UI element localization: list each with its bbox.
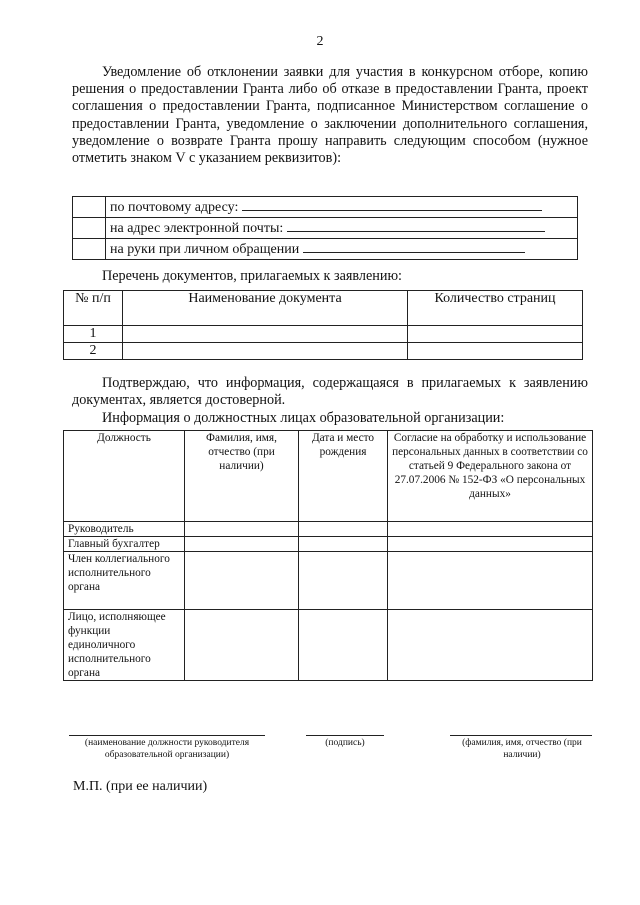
officials-name-cell[interactable] [185, 610, 299, 681]
delivery-label-in-person: на руки при личном обращении [110, 242, 300, 257]
documents-header-num: № п/п [64, 291, 123, 326]
postal-address-field[interactable] [242, 197, 542, 211]
documents-row-num: 2 [64, 343, 123, 360]
delivery-row-postal [73, 197, 578, 218]
delivery-method-table [72, 196, 578, 260]
officials-header-position: Должность [64, 431, 185, 522]
officials-birth-cell[interactable] [299, 522, 388, 537]
delivery-label-postal: по почтовому адресу: [110, 200, 239, 215]
officials-intro: Информация о должностных лицах образовательной организации: [102, 410, 505, 426]
officials-position-accountant: Главный бухгалтер [64, 537, 185, 552]
officials-header-birth: Дата и место рождения [299, 431, 388, 522]
officials-position-director: Руководитель [64, 522, 185, 537]
table-row [64, 552, 593, 610]
name-signature-line[interactable] [450, 735, 592, 736]
delivery-checkbox-postal[interactable] [73, 197, 106, 218]
stamp-note: М.П. (при ее наличии) [73, 779, 208, 794]
documents-header-row [64, 291, 583, 326]
table-row [64, 343, 583, 360]
email-address-field[interactable] [287, 218, 545, 232]
delivery-option-email [106, 218, 578, 239]
in-person-field[interactable] [303, 239, 525, 253]
officials-birth-cell[interactable] [299, 610, 388, 681]
officials-name-cell[interactable] [185, 537, 299, 552]
officials-name-cell[interactable] [185, 522, 299, 537]
officials-header-row [64, 431, 593, 522]
officials-table [63, 430, 593, 681]
documents-row-name[interactable] [123, 326, 408, 343]
position-caption: (наименование должности руководителя образовательной организации) [84, 738, 250, 760]
delivery-option-in-person [106, 239, 578, 260]
officials-consent-cell[interactable] [388, 537, 593, 552]
documents-row-pages[interactable] [408, 343, 583, 360]
delivery-checkbox-in-person[interactable] [73, 239, 106, 260]
officials-name-cell[interactable] [185, 552, 299, 610]
documents-header-name: Наименование документа [123, 291, 408, 326]
officials-position-sole-executive: Лицо, исполняющее функции единоличного исполнительного органа [64, 610, 185, 681]
documents-row-pages[interactable] [408, 326, 583, 343]
officials-consent-cell[interactable] [388, 522, 593, 537]
notice-paragraph: Уведомление об отклонении заявки для участия в конкурсном отборе, копию решения о предоставлении Гранта либо об отказе в предоставлении Гранта, проект соглашения о предоставлении Гранта, подписанное Министерством соглашение о предоставлении Гранта, уведомление о заключении дополнительного соглашения, уведомление о возврате Гранта прошу направить следующим способом (нужное отметить знаком V с указанием реквизитов): [72, 64, 588, 167]
signature-caption: (подпись) [325, 738, 365, 748]
delivery-option-postal [106, 197, 578, 218]
documents-row-name[interactable] [123, 343, 408, 360]
table-row [64, 537, 593, 552]
documents-intro: Перечень документов, прилагаемых к заявлению: [102, 268, 403, 284]
officials-consent-cell[interactable] [388, 610, 593, 681]
name-caption: (фамилия, имя, отчество (при наличии) [462, 738, 582, 760]
delivery-row-in-person [73, 239, 578, 260]
table-row [64, 326, 583, 343]
documents-table [63, 290, 583, 360]
documents-row-num: 1 [64, 326, 123, 343]
officials-header-name: Фамилия, имя, отчество (при наличии) [185, 431, 299, 522]
officials-birth-cell[interactable] [299, 537, 388, 552]
officials-consent-cell[interactable] [388, 552, 593, 610]
documents-header-pages: Количество страниц [408, 291, 583, 326]
delivery-row-email [73, 218, 578, 239]
position-signature-line[interactable] [69, 735, 265, 736]
signature-line[interactable] [306, 735, 384, 736]
delivery-checkbox-email[interactable] [73, 218, 106, 239]
officials-birth-cell[interactable] [299, 552, 388, 610]
officials-position-board-member: Член коллегиального исполнительного органа [64, 552, 185, 610]
delivery-label-email: на адрес электронной почты: [110, 221, 284, 236]
table-row [64, 610, 593, 681]
page-number: 2 [316, 34, 324, 49]
confirm-paragraph: Подтверждаю, что информация, содержащаяся в прилагаемых к заявлению документах, является достоверной. [72, 375, 588, 409]
officials-header-consent: Согласие на обработку и использование персональных данных в соответствии со статьей 9 Федерального закона от 27.07.2006 № 152-ФЗ «О персональных данных» [388, 431, 593, 522]
table-row [64, 522, 593, 537]
